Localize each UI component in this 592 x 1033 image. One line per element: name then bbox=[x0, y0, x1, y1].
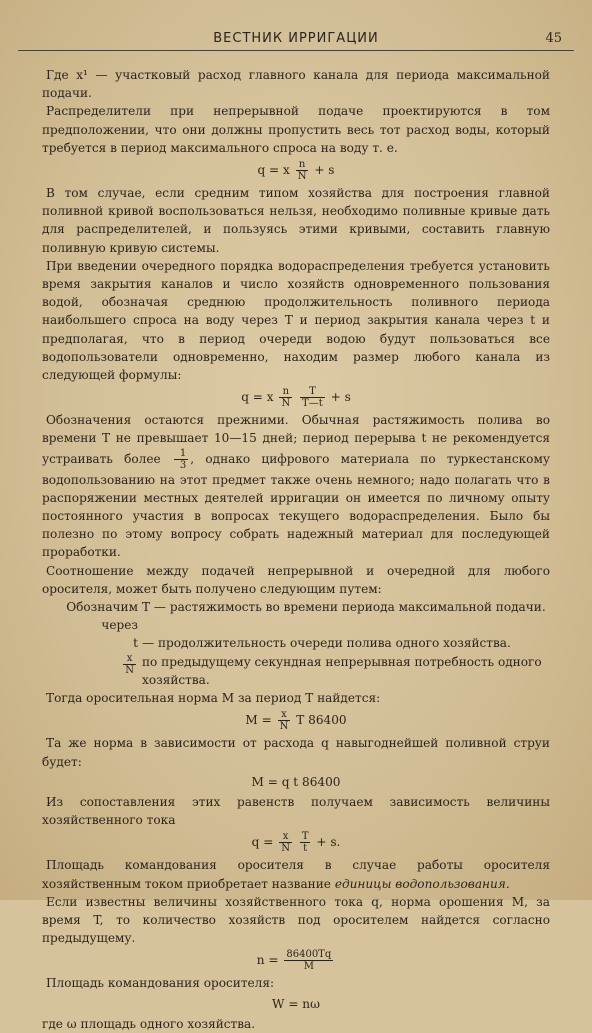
paragraph: Если известны величины хозяйственного тока q, норма орошения M, за время T, то количество хозяйств под оросителем найдется согласно предыдущему. bbox=[42, 894, 550, 946]
text-body bbox=[42, 66, 550, 1033]
equation bbox=[42, 386, 550, 409]
equation bbox=[42, 949, 550, 972]
denominator: t bbox=[303, 843, 308, 855]
definition-line bbox=[42, 634, 550, 652]
denominator: N bbox=[281, 843, 290, 855]
italic-term: единицы водопользования. bbox=[334, 876, 510, 891]
numerator: T bbox=[301, 831, 309, 843]
paragraph-text: Площадь командования оросителя в случае работы оросителя хозяйственным током приобретает название bbox=[42, 858, 550, 891]
denominator: 3 bbox=[179, 459, 187, 471]
equation bbox=[42, 831, 550, 854]
equation-part: q = x bbox=[257, 163, 290, 178]
paragraph-text: Обозначения остаются прежними. Обычная растяжимость полива во времени T не превышает 10—15 дней; период перерыва t не рекомендуется устраивать более bbox=[42, 413, 550, 466]
paragraph: Та же норма в зависимости от расхода q навыгоднейшей поливной струи будет: bbox=[42, 736, 550, 769]
fraction bbox=[279, 386, 292, 409]
numerator: n bbox=[279, 386, 292, 398]
equation-part: + s bbox=[330, 390, 351, 405]
fraction bbox=[123, 653, 136, 676]
definition-text: — продолжительность очереди полива одного хозяйства. bbox=[142, 636, 511, 651]
numerator: x bbox=[278, 709, 291, 721]
definition-label bbox=[42, 653, 142, 676]
denominator: N bbox=[279, 721, 289, 733]
denominator: N bbox=[297, 171, 307, 183]
numerator: T bbox=[300, 386, 325, 398]
definition-text: T — растяжимость во времени периода максимальной подачи. bbox=[142, 600, 546, 615]
paragraph: В том случае, если средним типом хозяйства для построения главной поливной кривой воспользоваться нельзя, необходимо поливные кривые дать для распределителей, и пользуясь этими кривыми, составить главную поливную кривую системы. bbox=[42, 186, 550, 255]
equation: M = q t 86400 bbox=[251, 774, 341, 789]
denominator: N bbox=[125, 664, 134, 676]
equation-part: M = bbox=[245, 713, 272, 728]
equation-part: n = bbox=[256, 953, 279, 968]
equation-part: + s bbox=[314, 163, 335, 178]
fraction bbox=[300, 386, 325, 409]
paragraph: Распределители при непрерывной подаче проектируются в том предположении, что они должны пропустить весь тот расход воды, который требуется в период максимального спроса на воду т. е. bbox=[42, 104, 550, 155]
paragraph: Соотношение между подачей непрерывной и очередной для любого оросителя, может быть получено следующим путем: bbox=[42, 563, 550, 596]
paragraph: Где x¹ — участковый расход главного канала для периода максимальной подачи. bbox=[42, 68, 550, 101]
equation bbox=[42, 159, 550, 182]
definition-text: по предыдущему секундная непрерывная потребность одного хозяйства. bbox=[142, 654, 542, 687]
definition-label: Обозначим через bbox=[66, 600, 138, 633]
fraction bbox=[296, 159, 309, 182]
fraction bbox=[278, 709, 291, 732]
equation: W = nω bbox=[272, 996, 320, 1011]
equation-part: q = x bbox=[241, 390, 274, 405]
fraction bbox=[279, 831, 292, 854]
paragraph: Тогда оросительная норма M за период T найдется: bbox=[46, 691, 381, 706]
numerator: x bbox=[279, 831, 292, 843]
paragraph: Площадь командования оросителя: bbox=[46, 976, 275, 991]
equation-part: + s. bbox=[316, 835, 341, 850]
paragraph: Из сопоставления этих равенств получаем зависимость величины хозяйственного тока bbox=[42, 794, 550, 828]
numerator: 1 bbox=[174, 448, 188, 460]
denominator: M bbox=[303, 961, 314, 973]
page-header bbox=[18, 30, 574, 51]
equation-part: q = bbox=[251, 835, 274, 850]
running-head: ВЕСТНИК ИРРИГАЦИИ bbox=[213, 31, 379, 46]
denominator: N bbox=[281, 398, 291, 410]
fraction bbox=[300, 831, 311, 854]
paragraph bbox=[42, 856, 550, 892]
numerator: x bbox=[123, 653, 136, 665]
definition-line bbox=[42, 598, 550, 634]
paragraph-text: , однако цифрового материала по туркестанскому водопользованию на этот предмет также очень немного; надо полагать что в распоряжении местных деятелей ирригации он имеется по личному опыту постоянного участия в вопросах текущего водораспределения. Было бы полезно по этому вопросу собрать надежный материал для последующей проработки. bbox=[42, 451, 550, 560]
denominator: T—t bbox=[302, 398, 323, 410]
fraction bbox=[174, 448, 188, 471]
fraction bbox=[284, 949, 333, 972]
definition-line bbox=[42, 653, 550, 689]
equation bbox=[42, 709, 550, 732]
paragraph bbox=[42, 411, 550, 561]
numerator: 86400Tq bbox=[286, 949, 332, 961]
numerator: n bbox=[296, 159, 309, 171]
paragraph: При введении очередного порядка водораспределения требуется установить время закрытия каналов и число хозяйств одновременного пользования водой, обозначая среднюю продолжительность поливного периода наибольшего спроса на воду через T и период закрытия канала через t и предполагая, что в период очереди водою будут пользоваться все водопользователи одновременно, находим размер любого канала из следующей формулы: bbox=[42, 258, 550, 383]
page-number: 45 bbox=[545, 31, 562, 46]
equation-part: T 86400 bbox=[296, 713, 347, 728]
paragraph: где ω площадь одного хозяйства. bbox=[42, 1016, 256, 1031]
definition-label: t bbox=[133, 636, 138, 651]
